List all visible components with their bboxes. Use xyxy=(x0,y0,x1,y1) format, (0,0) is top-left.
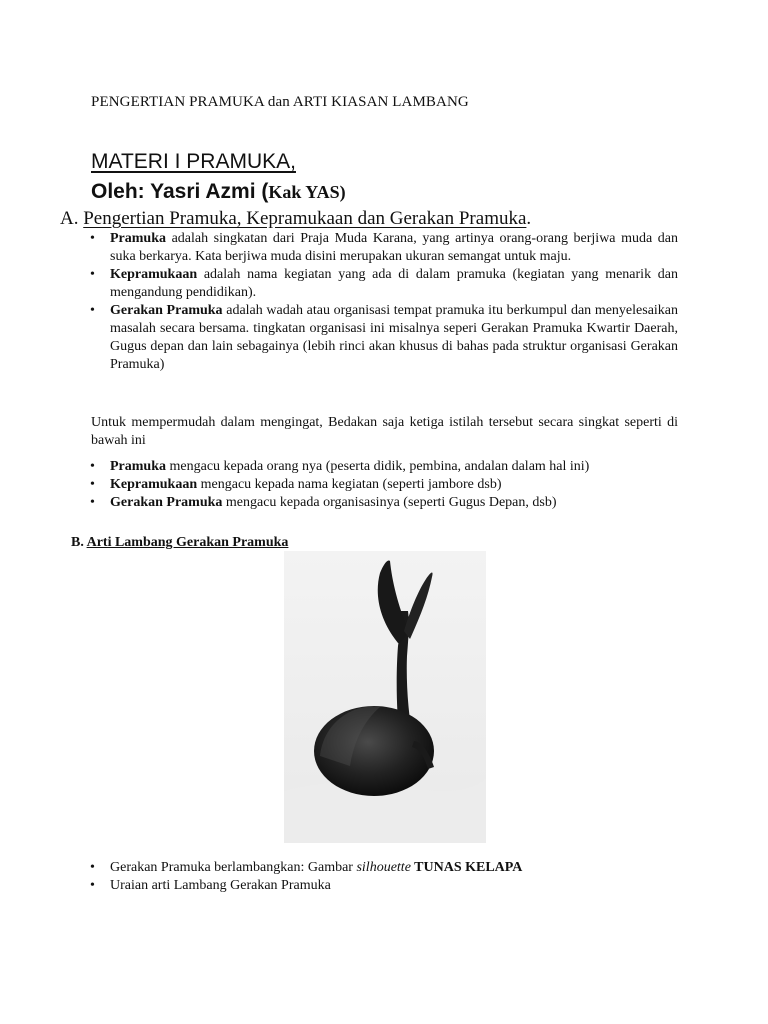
section-a-suffix: . xyxy=(526,208,532,229)
definition-text: adalah nama kegiatan yang ada di dalam pramuka (kegiatan yang menarik dan mengandung pendidikan). xyxy=(110,267,678,300)
section-a-heading xyxy=(60,208,531,230)
author-nickname: Kak YAS xyxy=(268,182,340,202)
definition-term: Gerakan Pramuka xyxy=(110,303,223,318)
list-item xyxy=(110,859,678,877)
symbol-text: Gerakan Pramuka berlambangkan: Gambar xyxy=(110,860,357,875)
list-item xyxy=(110,302,678,374)
summary-text: mengacu kepada organisasinya (seperti Gugus Depan, dsb) xyxy=(222,495,557,510)
definition-list xyxy=(110,230,678,374)
list-item xyxy=(110,458,678,476)
materi-heading: MATERI I PRAMUKA, xyxy=(91,150,296,173)
summary-list xyxy=(110,458,678,512)
list-item xyxy=(110,494,678,512)
list-item xyxy=(110,266,678,302)
list-item xyxy=(110,877,678,895)
intro-paragraph: Untuk mempermudah dalam mengingat, Bedakan saja ketiga istilah tersebut secara singkat seperti di bawah ini xyxy=(91,415,678,448)
definition-term: Kepramukaan xyxy=(110,267,198,282)
section-b-prefix: B. xyxy=(71,535,87,550)
author-line xyxy=(91,180,346,204)
summary-term: Pramuka xyxy=(110,459,166,474)
section-a-prefix: A. xyxy=(60,208,84,229)
tunas-kelapa-image xyxy=(284,551,486,843)
summary-term: Gerakan Pramuka xyxy=(110,495,223,510)
author-suffix: ) xyxy=(339,182,346,202)
definition-text: adalah wadah atau organisasi tempat pramuka itu berkumpul dan menyelesaikan masalah secara bersama. tingkatan organisasi ini misalnya seperi Gerakan Pramuka Kwartir Daerah, Gugus depan dan lain sebagainya (lebih rinci akan khusus di bahas pada struktur organisasi Gerakan Pramuka) xyxy=(110,303,679,372)
list-item xyxy=(110,476,678,494)
definition-term: Pramuka xyxy=(110,231,166,246)
document-title: PENGERTIAN PRAMUKA dan ARTI KIASAN LAMBANG xyxy=(91,94,469,110)
symbol-text: Uraian arti Lambang Gerakan Pramuka xyxy=(110,878,331,893)
list-item xyxy=(110,230,678,266)
summary-text: mengacu kepada nama kegiatan (seperti jambore dsb) xyxy=(197,477,502,492)
section-b-heading xyxy=(71,535,288,551)
section-a-title: Pengertian Pramuka, Kepramukaan dan Gerakan Pramuka xyxy=(83,208,527,229)
author-prefix: Oleh: Yasri Azmi ( xyxy=(91,180,269,203)
symbol-list xyxy=(110,859,678,895)
tunas-kelapa-icon xyxy=(284,551,486,843)
summary-term: Kepramukaan xyxy=(110,477,198,492)
section-b-title: Arti Lambang Gerakan Pramuka xyxy=(86,535,289,550)
definition-text: adalah singkatan dari Praja Muda Karana, yang artinya orang-orang berjiwa muda dan suka berkarya. Kata berjiwa muda disini merupakan ukuran semangat untuk maju. xyxy=(110,231,678,264)
symbol-bold: TUNAS KELAPA xyxy=(410,860,523,875)
summary-text: mengacu kepada orang nya (peserta didik, pembina, andalan dalam hal ini) xyxy=(166,459,590,474)
symbol-italic: silhouette xyxy=(356,860,411,875)
